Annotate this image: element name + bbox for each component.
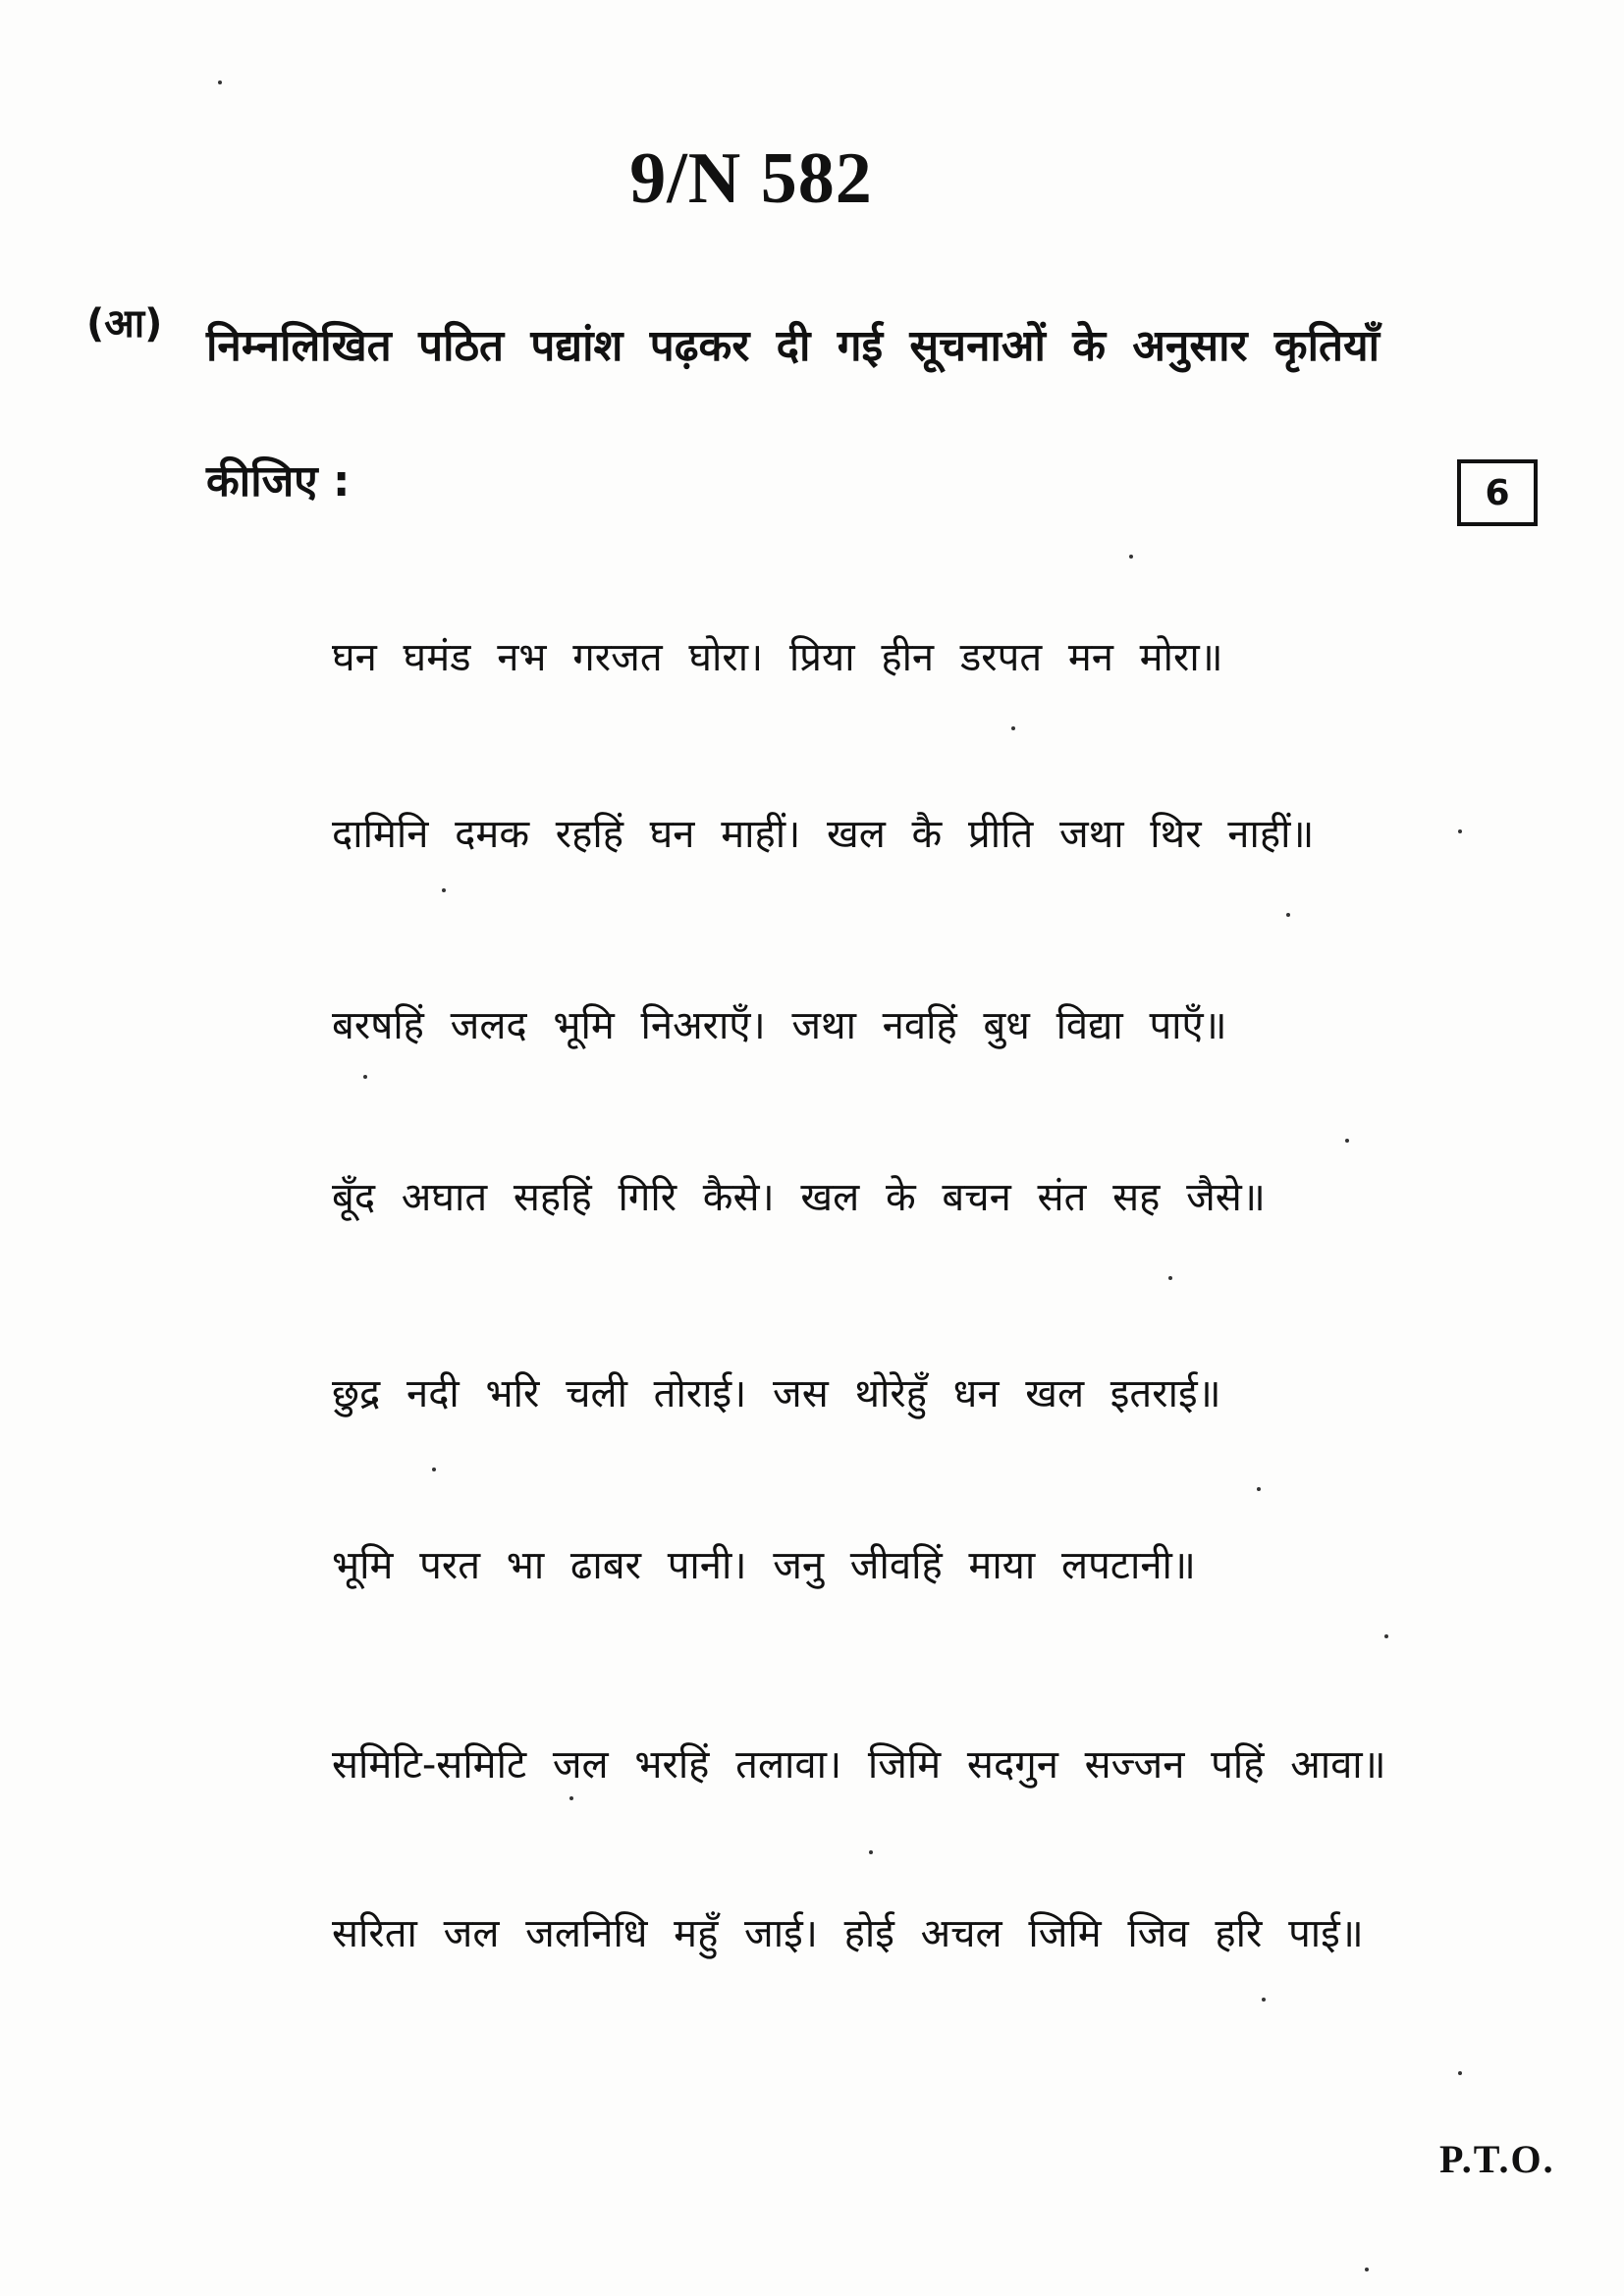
verse-line-7: समिटि-समिटि जल भरहिं तलावा। जिमि सदगुन सज्जन पहिं आवा॥ [332,1742,1386,1788]
scan-speck [1384,1634,1388,1638]
question-marker: (आ) [86,301,163,347]
verse-line-4: बूँद अघात सहहिं गिरि कैसे। खल के बचन संत सह जैसे॥ [332,1175,1266,1220]
scan-speck [1257,1487,1261,1491]
scan-speck [1168,1276,1172,1280]
scan-speck [218,80,222,84]
verse-line-3: बरषहिं जलद भूमि निअराएँ। जथा नवहिं बुध विद्या पाएँ॥ [332,1003,1227,1048]
scan-speck [1365,2268,1369,2271]
question-instruction-line-2: कीजिए : [206,456,351,507]
question-instruction-line-1: निम्नलिखित पठित पद्यांश पढ़कर दी गई सूचनाओं के अनुसार कृतियाँ [206,321,1380,371]
verse-line-1: घन घमंड नभ गरजत घोरा। प्रिया हीन डरपत मन मोरा॥ [332,635,1223,680]
verse-line-5: छुद्र नदी भरि चली तोराई। जस थोरेहुँ धन खल इतराई॥ [332,1371,1221,1416]
verse-line-2: दामिनि दमक रहहिं घन माहीं। खल कै प्रीति जथा थिर नाहीं॥ [332,812,1315,857]
verse-line-6: भूमि परत भा ढाबर पानी। जनु जीवहिं माया लपटानी॥ [332,1543,1196,1588]
scan-speck [1011,726,1015,730]
scan-speck [869,1850,873,1854]
scan-speck [1129,555,1133,559]
page-turn-over-note: P.T.O. [1439,2137,1555,2181]
verse-line-8: सरिता जल जलनिधि महुँ जाई। होई अचल जिमि जिव हरि पाई॥ [332,1911,1364,1956]
scan-speck [1458,829,1462,833]
scan-speck [1345,1139,1349,1143]
scan-speck [363,1075,367,1079]
scan-speck [1458,2071,1462,2075]
marks-box: 6 [1457,459,1538,526]
scan-speck [432,1468,436,1471]
scan-speck [569,1796,573,1800]
scan-speck [1286,913,1290,917]
scan-speck [442,888,446,892]
paper-code: 9/N 582 [629,138,873,219]
scan-speck [1262,1998,1266,2002]
